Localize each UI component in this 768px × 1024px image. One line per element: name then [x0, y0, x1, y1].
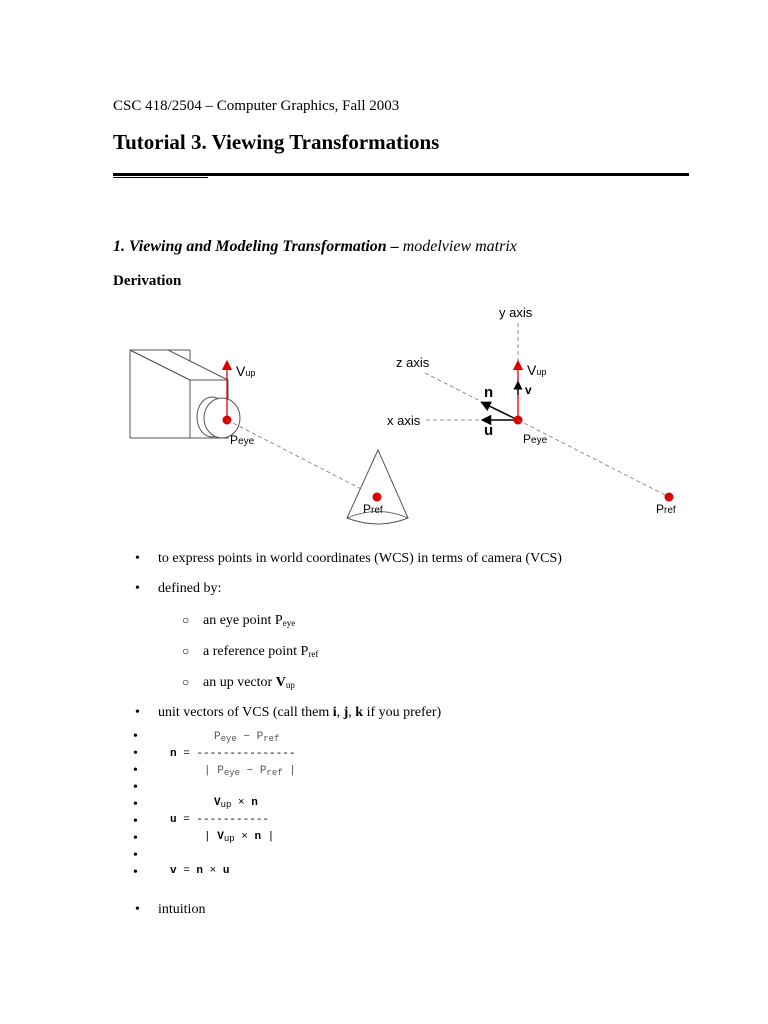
formula-bullet: • — [133, 763, 138, 778]
view-line-right — [518, 420, 669, 497]
n-denominator — [204, 765, 296, 778]
course-line: CSC 418/2504 – Computer Graphics, Fall 2003 — [113, 98, 400, 114]
formula-sub: eye — [223, 768, 241, 778]
formula-lhs: v — [170, 865, 177, 877]
bullet-sep: , — [336, 705, 344, 720]
bullet-bold-j: j — [343, 705, 349, 720]
pref-label-left — [363, 502, 383, 516]
formula-sub: up — [223, 834, 235, 844]
formula-bold: n — [196, 865, 204, 877]
formula-bold: n — [254, 831, 262, 843]
formula-bullet: • — [133, 848, 138, 863]
sub-list-item: ○ an eye point $P_{eye}$ — [182, 613, 296, 628]
sub-item-text: a reference point P — [203, 644, 309, 659]
bullet-bold-k: k — [355, 705, 364, 720]
formula-part: × — [234, 831, 255, 843]
formula-bullet: • — [133, 746, 138, 761]
derivation-heading: Derivation — [113, 273, 182, 289]
pref-sub: ref — [371, 505, 383, 516]
bullet-bold-i: i — [332, 705, 337, 720]
camera-icon — [130, 350, 240, 438]
page-title: Tutorial 3. Viewing Transformations — [113, 130, 440, 154]
peye-letter-right: P — [523, 432, 532, 446]
formula-bullet: • — [133, 780, 138, 795]
peye-sub-right: eye — [531, 435, 548, 446]
vup-sub-right: up — [536, 367, 547, 377]
formula-eq: = — [176, 748, 197, 760]
pref-point-left — [373, 493, 382, 502]
formula-bullet: • — [133, 814, 138, 829]
vup-label-right — [527, 362, 546, 378]
formula-bold: V — [214, 797, 221, 809]
y-axis-label: y axis — [499, 305, 533, 320]
formula-bullet: • — [133, 865, 138, 880]
peye-label-right — [523, 432, 548, 446]
pref-letter-right: P — [656, 502, 665, 516]
bullet-text: to express points in world coordinates (WCS) in terms of camera (VCS) — [158, 551, 562, 566]
formula-sub: eye — [220, 734, 237, 744]
v-label: v — [525, 383, 532, 397]
sub-item-text: an up vector — [203, 675, 276, 690]
formula-part: | — [282, 765, 296, 777]
sub-list-item: ○ a reference point $P_{ref}$ — [182, 644, 319, 659]
n-fraction-line — [170, 748, 295, 760]
formula-part: × — [203, 865, 223, 877]
formula-bar: ----------- — [196, 814, 270, 826]
sub-item-subscript: eye — [282, 618, 296, 628]
vup-letter-right: V — [527, 362, 537, 378]
formula-bullet: • — [133, 797, 138, 812]
u-numerator — [214, 797, 258, 810]
formula-sub: ref — [266, 768, 283, 778]
list-item: • unit vectors of VCS (call them i, j, k if you prefer) — [135, 705, 442, 720]
bullet-text-post: if you prefer) — [363, 705, 442, 720]
sub-item-subscript: ref — [308, 649, 319, 659]
formula-bold: u — [222, 865, 230, 877]
formula-bar: --------------- — [196, 748, 296, 760]
vup-sub: up — [245, 368, 256, 378]
section-heading-sub: modelview matrix — [402, 238, 517, 255]
list-item: • intuition — [135, 902, 206, 917]
pref-sub-right: ref — [664, 505, 676, 516]
z-axis-label: z axis — [396, 355, 430, 370]
pref-letter: P — [363, 502, 372, 516]
formula-bullet: • — [133, 729, 138, 744]
formula-bold: n — [251, 797, 258, 809]
formula-part: − P — [240, 765, 267, 777]
formula-part: | P — [204, 765, 224, 777]
u-denominator — [204, 831, 274, 844]
v-formula — [170, 865, 229, 877]
n-numerator — [214, 731, 279, 744]
peye-letter: P — [230, 433, 239, 447]
list-item: • to express points in world coordinates (WCS) in terms of camera (VCS) — [135, 551, 562, 566]
n-arrow — [485, 404, 518, 420]
formula-eq: = — [176, 865, 197, 877]
u-label: u — [484, 422, 494, 439]
pref-point-right — [665, 493, 674, 502]
formula-part: − P — [236, 731, 264, 743]
sub-item-text: an eye point P — [203, 613, 283, 628]
vup-label-left — [236, 363, 255, 379]
u-fraction-line — [170, 814, 269, 826]
peye-sub: eye — [238, 436, 255, 447]
bullet-sep: , — [348, 705, 356, 720]
formula-part: | — [204, 831, 218, 843]
peye-label-left — [230, 433, 255, 447]
formula-bullet: • — [133, 831, 138, 846]
sub-item-subscript: up — [285, 680, 295, 690]
formula-bold: V — [217, 831, 224, 843]
formula-eq: = — [176, 814, 197, 826]
formula-lhs: n — [170, 748, 177, 760]
bullet-text: intuition — [158, 902, 206, 917]
formula-sub: up — [220, 800, 232, 810]
bullet-text: unit vectors of VCS (call them — [158, 705, 333, 720]
bullet-text: defined by: — [158, 581, 222, 596]
formula-part: × — [231, 797, 252, 809]
formula-part: P — [214, 731, 221, 743]
formula-sub: ref — [263, 734, 280, 744]
sub-item-bold: V — [275, 675, 286, 690]
n-label: n — [484, 384, 494, 401]
view-line-left — [227, 420, 377, 497]
formula-lhs: u — [170, 814, 177, 826]
vup-letter: V — [236, 363, 246, 379]
sub-list-item: ○ an up vector $V_{up}$ — [182, 675, 295, 690]
x-axis-label: x axis — [387, 413, 421, 428]
formula-part: | — [261, 831, 275, 843]
pref-label-right — [656, 502, 676, 516]
list-item: • defined by: — [135, 581, 222, 596]
section-heading-text: 1. Viewing and Modeling Transformation – — [113, 238, 403, 255]
